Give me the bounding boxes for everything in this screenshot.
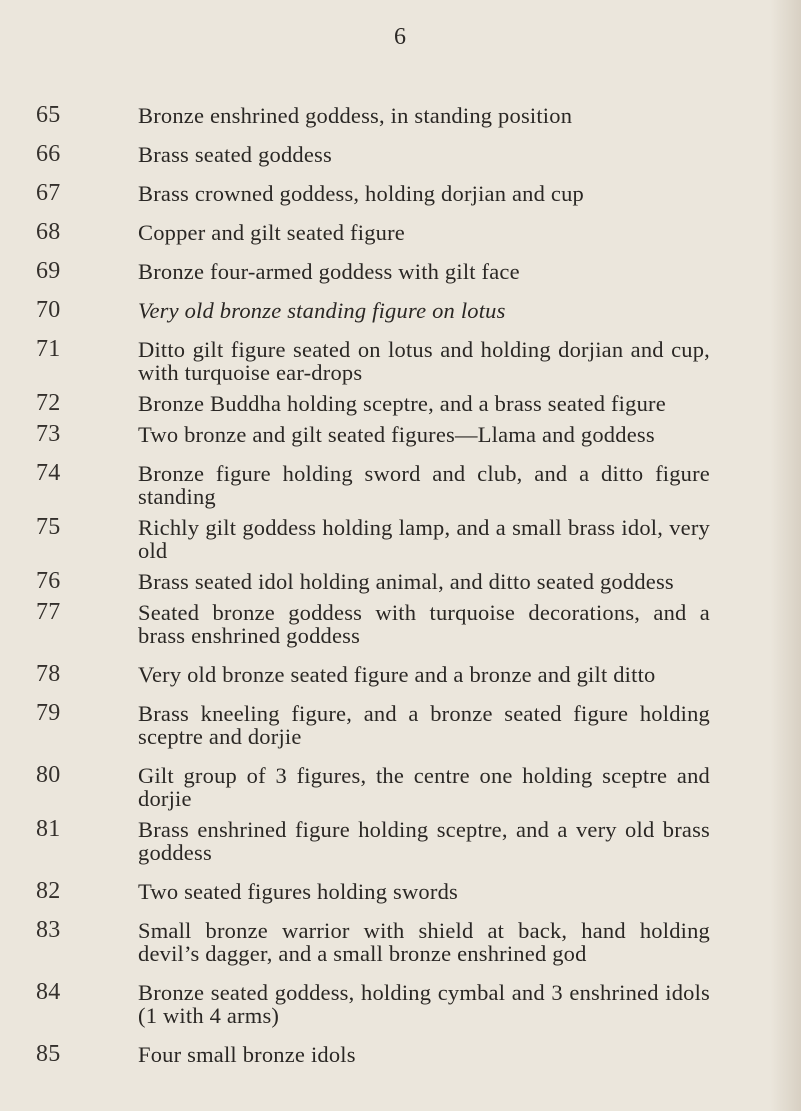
lot-description: Brass seated idol holding animal, and ditto seated goddess xyxy=(138,569,674,594)
lot-description: Bronze enshrined goddess, in standing position xyxy=(138,103,573,128)
lot-number: 66 xyxy=(36,141,61,167)
lot-entry xyxy=(36,599,710,648)
lot-entry xyxy=(36,258,710,284)
lot-entry xyxy=(36,568,710,594)
lot-entry xyxy=(36,336,710,385)
lot-number: 69 xyxy=(36,258,61,284)
lot-number: 77 xyxy=(36,599,61,625)
lot-number: 73 xyxy=(36,421,61,447)
lot-number: 76 xyxy=(36,568,61,594)
lot-entry xyxy=(36,297,710,323)
lot-number: 72 xyxy=(36,390,61,416)
lot-entry xyxy=(36,979,710,1028)
lot-description: Copper and gilt seated figure xyxy=(138,220,405,245)
lot-description: Two seated figures holding swords xyxy=(138,879,458,904)
lot-description: Very old bronze standing figure on lotus xyxy=(138,298,506,323)
lot-description: Bronze four-armed goddess with gilt face xyxy=(138,259,520,284)
lot-description: Two bronze and gilt seated figures—Llama and goddess xyxy=(138,422,655,447)
lot-entry xyxy=(36,816,710,865)
lot-entry xyxy=(36,700,710,749)
lot-entry xyxy=(36,661,710,687)
lot-description: Brass enshrined figure holding sceptre, and a very old brass goddess xyxy=(138,817,710,865)
lot-description: Brass crowned goddess, holding dorjian and cup xyxy=(138,181,584,206)
lot-description: Richly gilt goddess holding lamp, and a small brass idol, very old xyxy=(138,515,710,563)
lot-description: Gilt group of 3 figures, the centre one holding sceptre and dorjie xyxy=(138,763,710,811)
lot-number: 67 xyxy=(36,180,61,206)
lot-number: 83 xyxy=(36,917,61,943)
lot-description: Bronze Buddha holding sceptre, and a brass seated figure xyxy=(138,391,666,416)
lot-entry xyxy=(36,421,710,447)
lot-number: 78 xyxy=(36,661,61,687)
lot-entry xyxy=(36,917,710,966)
lot-number: 70 xyxy=(36,297,61,323)
lot-number: 79 xyxy=(36,700,61,726)
lot-description: Ditto gilt figure seated on lotus and holding dorjian and cup, with turquoise ear-drops xyxy=(138,337,710,385)
lot-entry xyxy=(36,141,710,167)
lot-number: 80 xyxy=(36,762,61,788)
lot-entry xyxy=(36,180,710,206)
lot-entry xyxy=(36,390,710,416)
lot-description: Seated bronze goddess with turquoise decorations, and a brass enshrined goddess xyxy=(138,600,710,648)
lot-entry xyxy=(36,878,710,904)
lot-description: Small bronze warrior with shield at back, hand holding devil’s dagger, and a small bronze enshrined god xyxy=(138,918,710,966)
lot-entry xyxy=(36,102,710,128)
lot-description: Very old bronze seated figure and a bronze and gilt ditto xyxy=(138,662,656,687)
lot-number: 81 xyxy=(36,816,61,842)
lot-description: Bronze figure holding sword and club, and a ditto figure standing xyxy=(138,461,710,509)
lot-entry xyxy=(36,762,710,811)
lot-entry xyxy=(36,219,710,245)
page-number: 6 xyxy=(394,24,406,50)
lot-number: 85 xyxy=(36,1041,61,1067)
lot-description: Four small bronze idols xyxy=(138,1042,356,1067)
lot-description: Brass seated goddess xyxy=(138,142,332,167)
lot-number: 82 xyxy=(36,878,61,904)
lot-number: 65 xyxy=(36,102,61,128)
lot-number: 71 xyxy=(36,336,61,362)
lot-number: 84 xyxy=(36,979,61,1005)
lot-entry xyxy=(36,460,710,509)
lot-number: 74 xyxy=(36,460,61,486)
lot-entry xyxy=(36,1041,710,1067)
lot-description: Bronze seated goddess, holding cymbal and 3 enshrined idols (1 with 4 arms) xyxy=(138,980,710,1028)
lot-number: 75 xyxy=(36,514,61,540)
lot-entry xyxy=(36,514,710,563)
lot-list xyxy=(36,102,710,1067)
lot-number: 68 xyxy=(36,219,61,245)
lot-description: Brass kneeling figure, and a bronze seated figure holding sceptre and dorjie xyxy=(138,701,710,749)
